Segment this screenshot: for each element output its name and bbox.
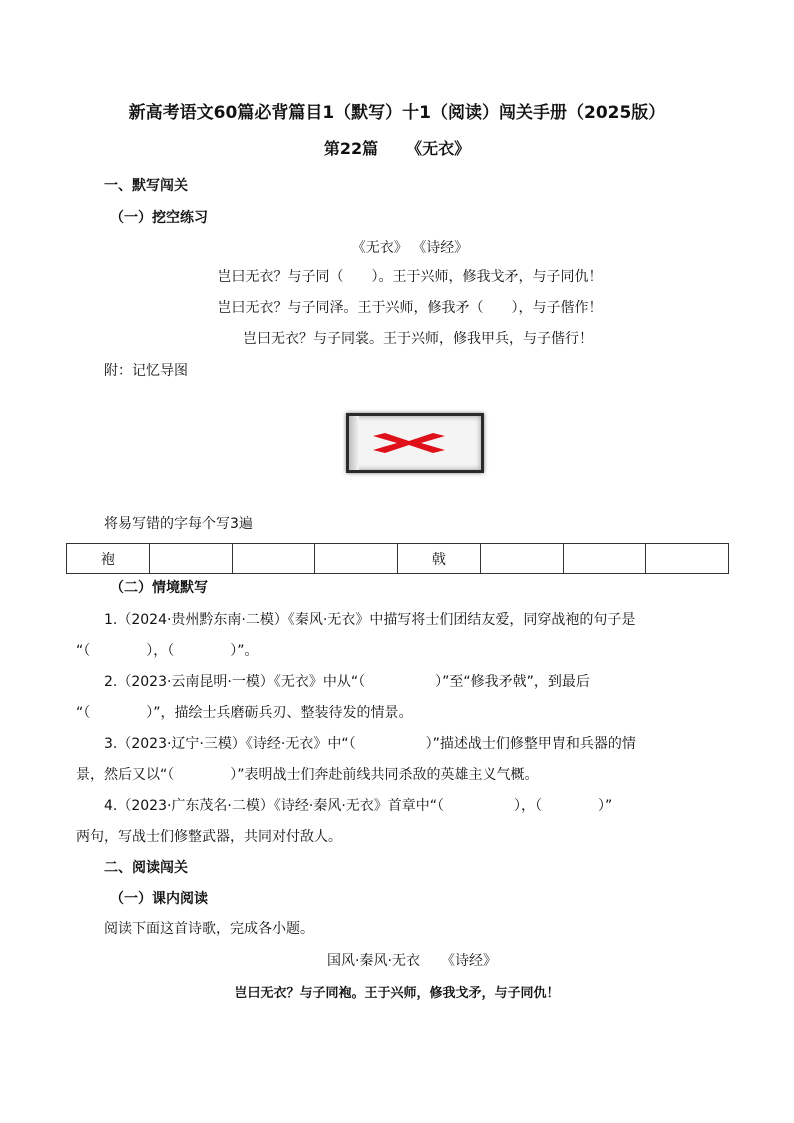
table-row — [67, 544, 729, 574]
poem-line: 岂曰无衣？与子同裳。王于兴师，修我甲兵，与子偕行！ — [243, 331, 593, 347]
grid-cell — [646, 544, 729, 574]
poem-line: 岂曰无衣？与子同（ ）。王于兴师，修我戈矛，与子同仇！ — [217, 269, 603, 285]
grid-cell — [315, 544, 398, 574]
section-heading-reading: 二、阅读闯关 — [104, 860, 188, 876]
grid-cell: 袍 — [67, 544, 150, 574]
poem-title: 《无衣》 《诗经》 — [351, 240, 469, 256]
grid-cell — [232, 544, 315, 574]
reading-poem-title: 国风·秦风·无衣 《诗经》 — [327, 953, 497, 969]
copy-instruction: 将易写错的字每个写3遍 — [104, 516, 253, 532]
grid-cell: 戟 — [398, 544, 481, 574]
question-4-line-2: 两句，写战士们修整武器，共同对付敌人。 — [76, 829, 342, 845]
chapter-number: 第22篇 — [323, 139, 379, 158]
question-3-line-1: 3.（2023·辽宁·三模）《诗经·无衣》中“（ ）”描述战士们修整甲胄和兵器的情 — [104, 736, 636, 752]
grid-cell — [149, 544, 232, 574]
question-4-line-1: 4.（2023·广东茂名·二模）《诗经·秦风·无衣》首章中“（ ），（ ）” — [104, 798, 613, 814]
question-2-line-2: “（ ）”，描绘士兵磨砺兵刃、整装待发的情景。 — [76, 705, 413, 721]
question-1-line-2: “（ ），（ ）”。 — [76, 643, 259, 659]
question-1-line-1: 1.（2024·贵州黔东南·二模）《秦风·无衣》中描写将士们团结友爱，同穿战袍的句子是 — [104, 612, 636, 628]
appendix-label: 附：记忆导图 — [104, 363, 188, 379]
question-2-line-1: 2.（2023·云南昆明·一模）《无衣》中从“（ ）”至“修我矛戟”，到最后 — [104, 674, 590, 690]
broken-image-icon — [346, 413, 484, 473]
subsection-heading-context-dictation: （二）情境默写 — [110, 580, 208, 596]
grid-cell — [563, 544, 646, 574]
grid-cell — [480, 544, 563, 574]
chapter-heading — [0, 136, 794, 159]
subsection-heading-fill-blank: （一）挖空练习 — [110, 210, 208, 226]
copy-practice-grid — [66, 543, 729, 574]
document-title: 新高考语文60篇必背篇目1（默写）十1（阅读）闯关手册（2025版） — [128, 103, 666, 123]
poem-line: 岂曰无衣？与子同泽。王于兴师，修我矛（ ），与子偕作！ — [217, 300, 603, 316]
subsection-heading-in-class-reading: （一）课内阅读 — [110, 891, 208, 907]
reading-poem-line: 岂曰无衣？与子同袍。王于兴师，修我戈矛，与子同仇！ — [234, 986, 560, 1001]
reading-instruction: 阅读下面这首诗歌，完成各小题。 — [104, 921, 314, 937]
chapter-title: 《无衣》 — [406, 139, 471, 158]
question-3-line-2: 景，然后又以“（ ）”表明战士们奔赴前线共同杀敌的英雄主义气概。 — [76, 767, 539, 783]
section-heading-dictation: 一、默写闯关 — [104, 178, 188, 194]
